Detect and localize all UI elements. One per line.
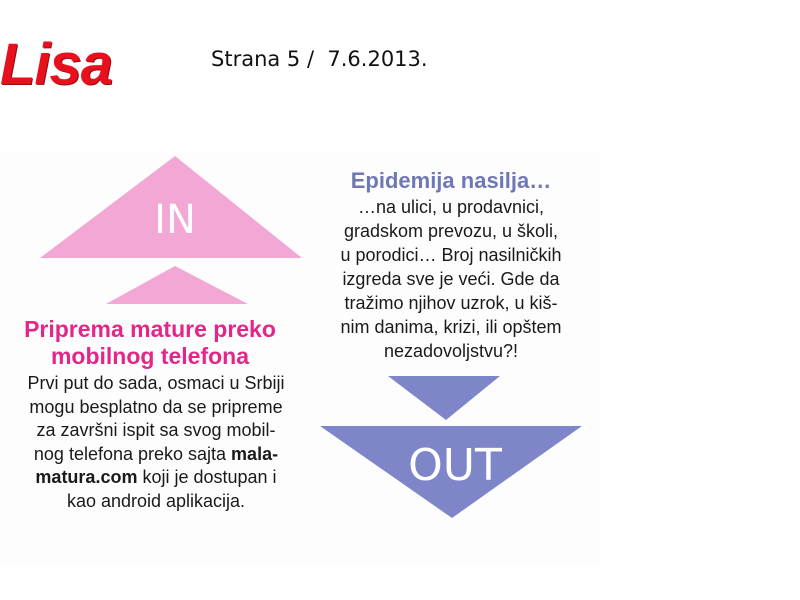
page-date-info: Strana 5 / 7.6.2013.: [211, 47, 428, 71]
out-article-title: Epidemija nasilja…: [350, 168, 552, 193]
out-body-line: izgreda sve je veći. Gde da: [342, 269, 560, 289]
in-title-line: mobilnog telefona: [50, 343, 250, 369]
out-label: OUT: [408, 440, 502, 491]
in-body-line: za završni ispit sa svog mobil-: [36, 420, 276, 440]
in-label: IN: [154, 197, 196, 243]
in-body-line: [0, 466, 312, 490]
out-body-line: tražimo njihov uzrok, u kiš-: [344, 293, 558, 313]
in-body-line: kao android aplikacija.: [66, 490, 246, 511]
magazine-clipping: [0, 152, 600, 566]
in-article-body: [0, 372, 312, 513]
in-title-line: Priprema mature preko: [24, 316, 276, 342]
out-body-line: nezadovoljstvu?!: [383, 341, 519, 361]
out-body-line: nim danima, krizi, ili opštem: [340, 317, 562, 337]
out-body-line: …na ulici, u prodavnici,: [357, 197, 545, 217]
in-body-line: Prvi put do sada, osmaci u Srbiji: [27, 373, 285, 393]
in-body-line: [0, 443, 312, 467]
in-article-title: [0, 316, 300, 370]
in-body-line: mogu besplatno da se pripreme: [29, 396, 283, 417]
lisa-logo: Lisa: [0, 32, 113, 97]
in-small-triangle: [106, 266, 248, 304]
in-body-text: koji je dostupan i: [137, 467, 277, 487]
out-body-line: u porodici… Broj nasilničkih: [340, 245, 562, 265]
out-body-line: gradskom prevozu, u školi,: [343, 221, 559, 241]
website-name-part2: matura.com: [35, 467, 138, 487]
in-body-text: nog telefona preko sajta: [33, 443, 232, 464]
website-name-part1: mala-: [231, 443, 279, 464]
out-small-triangle: [388, 376, 500, 420]
out-article-body: [306, 195, 596, 363]
